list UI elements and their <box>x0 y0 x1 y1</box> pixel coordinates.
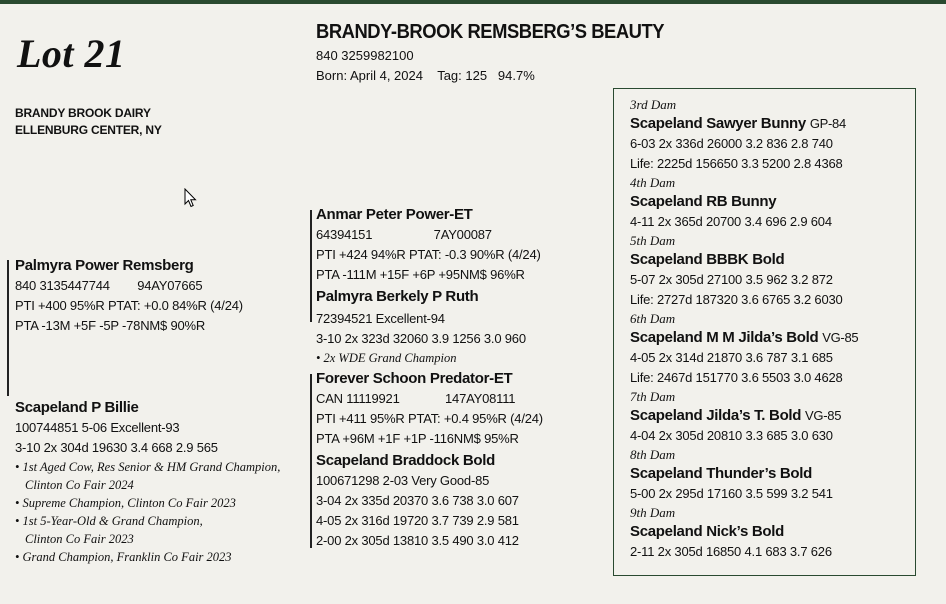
sire-dam-record: 3-10 2x 323d 32060 3.9 1256 3.0 960 <box>316 331 526 346</box>
dam-award: Clinton Co Fair 2024 <box>25 478 134 492</box>
dam-award: • Grand Champion, Franklin Co Fair 2023 <box>15 550 232 564</box>
consignor-name: BRANDY BROOK DAIRY <box>15 106 151 120</box>
dam-record: 4-05 2x 314d 21870 3.6 787 3.1 685 <box>630 350 833 365</box>
dam-record: 5-00 2x 295d 17160 3.5 599 3.2 541 <box>630 486 833 501</box>
dam-dam-record: 4-05 2x 316d 19720 3.7 739 2.9 581 <box>316 513 519 528</box>
dam-name: Scapeland P Billie <box>15 399 139 416</box>
consignor-block <box>15 105 162 139</box>
dam-award: • 1st Aged Cow, Res Senior & HM Grand Champion, <box>15 460 281 474</box>
sire-sire-pta: PTA -111M +15F +6P +95NM$ 96%R <box>316 267 525 282</box>
dam-label: 9th Dam <box>630 505 676 520</box>
dam-label: 3rd Dam <box>630 97 677 112</box>
dam-sire-code: 147AY08111 <box>445 391 516 406</box>
animal-pct: 94.7% <box>497 68 535 83</box>
dam-reg: 100744851 5-06 Excellent-93 <box>15 420 180 435</box>
dam-record: 6-03 2x 336d 26000 3.2 836 2.8 740 <box>630 136 833 151</box>
dam-award: • Supreme Champion, Clinton Co Fair 2023 <box>15 496 236 510</box>
dam-label: 6th Dam <box>630 311 676 326</box>
dam-record: 2-11 2x 305d 16850 4.1 683 3.7 626 <box>630 544 832 559</box>
animal-born: Born: April 4, 2024 <box>316 68 423 83</box>
sire-sire-name: Anmar Peter Power-ET <box>316 206 473 223</box>
dam-line-name: Scapeland Thunder’s Bold <box>630 465 812 482</box>
sire-reg: 840 3135447744 <box>15 278 110 293</box>
dam-record: 4-11 2x 365d 20700 3.4 696 2.9 604 <box>630 214 832 229</box>
sire-sire-code: 7AY00087 <box>433 227 492 242</box>
dam-dam-record: 2-00 2x 305d 13810 3.5 490 3.0 412 <box>316 533 519 548</box>
dam-classification: GP-84 <box>809 116 846 131</box>
dam-line-name: Scapeland Jilda’s T. Bold VG-85 <box>630 407 842 424</box>
sire-pta: PTA -13M +5F -5P -78NM$ 90%R <box>15 318 206 333</box>
dam-classification: VG-85 <box>822 330 859 345</box>
sire-dam-award: • 2x WDE Grand Champion <box>316 351 457 365</box>
sire-code: 94AY07665 <box>137 278 203 293</box>
animal-tag: Tag: 125 <box>437 68 488 83</box>
dam-award: Clinton Co Fair 2023 <box>25 532 134 546</box>
dam-lifetime: Life: 2225d 156650 3.3 5200 2.8 4368 <box>630 156 843 171</box>
dam-lifetime: Life: 2467d 151770 3.6 5503 3.0 4628 <box>630 370 843 385</box>
dam-lifetime: Life: 2727d 187320 3.6 6765 3.2 6030 <box>630 292 843 307</box>
sire-pti: PTI +400 95%R PTAT: +0.0 84%R (4/24) <box>15 298 243 313</box>
dam-award: • 1st 5-Year-Old & Grand Champion, <box>15 514 203 528</box>
dam-record: 4-04 2x 305d 20810 3.3 685 3.0 630 <box>630 428 833 443</box>
top-border <box>0 0 946 4</box>
dam-sire-reg: CAN 11119921 <box>316 391 400 406</box>
animal-reg: 840 3259982100 <box>316 48 414 63</box>
dam-sire-name: Forever Schoon Predator-ET <box>316 370 513 387</box>
animal-birth-line <box>316 68 535 83</box>
dam-line-name: Scapeland RB Bunny <box>630 193 777 210</box>
dam-dam-reg: 100671298 2-03 Very Good-85 <box>316 473 490 488</box>
sire-dam-reg: 72394521 Excellent-94 <box>316 311 445 326</box>
dam-sire-reg-line <box>316 389 515 409</box>
dam-record: 3-10 2x 304d 19630 3.4 668 2.9 565 <box>15 440 218 455</box>
sire-name: Palmyra Power Remsberg <box>15 257 194 274</box>
dam-classification: VG-85 <box>805 408 842 423</box>
dam-sire-pta: PTA +96M +1F +1P -116NM$ 95%R <box>316 431 519 446</box>
dam-dam-name: Scapeland Braddock Bold <box>316 452 495 469</box>
animal-name: BRANDY-BROOK REMSBERG’S BEAUTY <box>316 21 665 43</box>
dam-label: 7th Dam <box>630 389 676 404</box>
dam-line-name: Scapeland M M Jilda’s Bold VG-85 <box>630 329 859 346</box>
consignor-location: ELLENBURG CENTER, NY <box>15 123 162 137</box>
dam-label: 4th Dam <box>630 175 676 190</box>
dam-record: 5-07 2x 305d 27100 3.5 962 3.2 872 <box>630 272 833 287</box>
sire-sire-reg: 64394151 <box>316 227 373 242</box>
dam-line-name: Scapeland BBBK Bold <box>630 251 785 268</box>
sire-sire-pti: PTI +424 94%R PTAT: -0.3 90%R (4/24) <box>316 247 541 262</box>
dam-line-name: Scapeland Nick’s Bold <box>630 523 785 540</box>
lot-number: Lot 21 <box>17 31 126 76</box>
sire-reg-line <box>15 276 202 296</box>
pedigree-bracket-dam-parents <box>310 374 312 548</box>
dam-label: 5th Dam <box>630 233 676 248</box>
dam-dam-record: 3-04 2x 335d 20370 3.6 738 3.0 607 <box>316 493 519 508</box>
pedigree-bracket-sire-dam <box>7 260 9 396</box>
pedigree-bracket-sire-parents <box>310 210 312 322</box>
mouse-cursor-icon <box>184 188 198 208</box>
sire-dam-name: Palmyra Berkely P Ruth <box>316 288 479 305</box>
dam-label: 8th Dam <box>630 447 676 462</box>
dam-line-name: Scapeland Sawyer Bunny GP-84 <box>630 115 846 132</box>
sire-sire-reg-line <box>316 225 492 245</box>
dam-sire-pti: PTI +411 95%R PTAT: +0.4 95%R (4/24) <box>316 411 543 426</box>
